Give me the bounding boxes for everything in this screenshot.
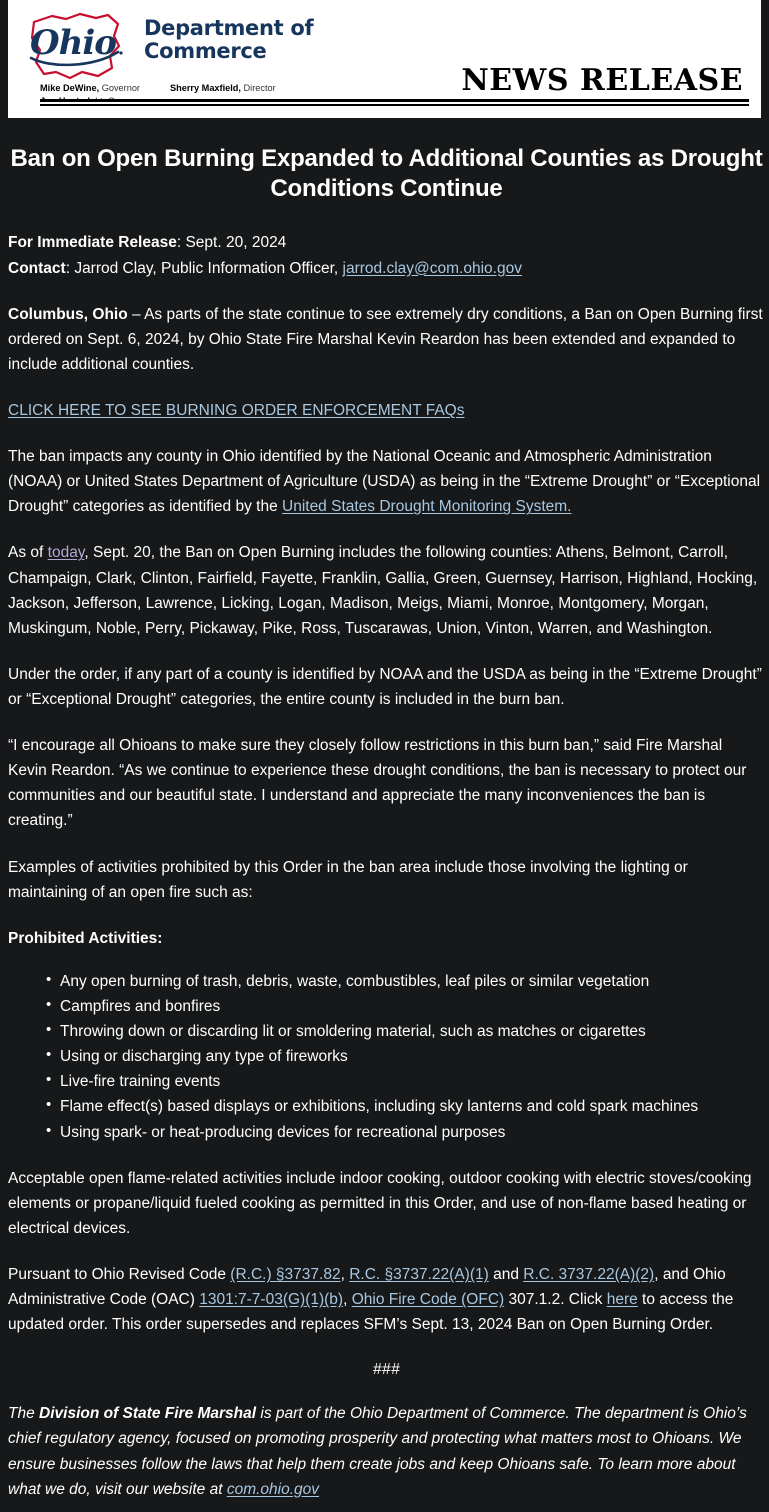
- dateline: Columbus, Ohio: [8, 305, 128, 323]
- ban-impacts-text: The ban impacts any county in Ohio identified by the National Oceanic and Atmospheric Administration (NOAA) or United States Department of Agriculture (USDA) as being in the “Extreme Drought” or “Exceptional Drought” categories as identified by the: [8, 448, 761, 516]
- under-order-paragraph: Under the order, if any part of a county is identified by NOAA and the USDA as being in the “Extreme Drought” or “Exceptional Drought” categories, the entire county is included in the burn ban.: [8, 665, 762, 708]
- list-item: • Flame effect(s) based displays or exhibitions, including sky lanterns and cold spark machines: [60, 1094, 765, 1119]
- prohibited-activities-heading: [8, 926, 765, 951]
- department-name-line2: Commerce: [144, 38, 267, 63]
- header-divider-rule: [40, 99, 749, 106]
- here-link[interactable]: here: [606, 1291, 638, 1309]
- list-item: • Campfires and bonfires: [60, 994, 765, 1019]
- contact-email-link[interactable]: jarrod.clay@com.ohio.gov: [342, 259, 522, 277]
- counties-paragraph: [8, 540, 765, 640]
- lede-text: – As parts of the state continue to see extremely dry conditions, a Ban on Open Burning first ordered on Sept. 6, 2024, by Ohio State Fire Marshal Kevin Reardon has been extended and expanded to include additional counties.: [8, 305, 763, 373]
- citation-sep-2: and: [488, 1265, 524, 1283]
- contact-line: [8, 256, 765, 281]
- citation-sep-5: 307.1.2. Click: [504, 1291, 607, 1309]
- counties-list-text: , Sept. 20, the Ban on Open Burning includes the following counties: Athens, Belmont, Carroll, Champaign, Clark, Clinton, Fairfield, Fayette, Franklin, Gallia, Green, Guernsey, Harrison, Highland, Hocking, Jackson, Jefferson, Lawrence, Licking, Logan, Madison, Meigs, Miami, Monroe, Montgomery, Morgan, Muskingum, Noble, Perry, Pickaway, Pike, Ross, Tuscarawas, Union, Vinton, Warren, and Washington.: [8, 544, 758, 637]
- prohibited-activities-label: Prohibited Activities:: [8, 929, 163, 947]
- director-title: Director: [240, 83, 276, 93]
- faq-link-paragraph: [8, 398, 765, 423]
- contact-label: Contact: [8, 259, 66, 277]
- website-link[interactable]: com.ohio.gov: [226, 1480, 320, 1498]
- boilerplate-text: is part of the Ohio Department of Commerce. The department is Ohio’s chief regulatory agency, focused on promoting prosperity and protecting what matters most to Ohioans. We ensure businesses follow the laws that help them create jobs and keep Ohioans safe. To learn more about what we do, visit our website at: [8, 1405, 747, 1498]
- list-item: • Using spark- or heat-producing devices for recreational purposes: [60, 1120, 765, 1145]
- citation-sep-1: ,: [340, 1265, 350, 1283]
- prohibited-activities-list: [8, 969, 765, 1145]
- letterhead-inner: [22, 6, 755, 118]
- list-item: • Any open burning of trash, debris, waste, combustibles, leaf piles or similar vegetation: [60, 969, 765, 994]
- release-meta: [8, 230, 765, 280]
- for-immediate-release-line: [8, 230, 765, 255]
- governor-title: Governor: [99, 83, 140, 93]
- list-item: • Live-fire training events: [60, 1069, 765, 1094]
- pursuant-prefix: Pursuant to Ohio Revised Code: [8, 1265, 231, 1283]
- legal-citations-paragraph: [8, 1262, 765, 1337]
- rule-thin: [40, 104, 749, 106]
- today-link[interactable]: today: [47, 544, 85, 562]
- release-label: For Immediate Release: [8, 234, 177, 252]
- rc-3737-22-a1-link[interactable]: R.C. §3737.22(A)(1): [349, 1265, 489, 1283]
- press-release-body: [0, 144, 769, 1502]
- ohio-logo-icon: [22, 6, 134, 84]
- citation-suffix: to access the updated order. This order supersedes and replaces SFM’s Sept. 13, 2024 Ban on Open Burning Order.: [8, 1291, 734, 1334]
- end-marker: ###: [372, 1361, 401, 1379]
- svg-text:Ohio: Ohio: [30, 23, 116, 63]
- division-name: Division of State Fire Marshal: [39, 1405, 257, 1423]
- rc-3737-22-a2-link[interactable]: R.C. 3737.22(A)(2): [523, 1265, 655, 1283]
- rc-3737-82-link[interactable]: (R.C.) §3737.82: [230, 1265, 341, 1283]
- ohio-fire-code-link[interactable]: Ohio Fire Code (OFC): [351, 1291, 505, 1309]
- department-name-line1: Department of: [144, 16, 314, 40]
- release-date: : Sept. 20, 2024: [176, 234, 287, 252]
- news-release-wordmark: NEWS RELEASE: [461, 63, 743, 98]
- counties-prefix: As of: [8, 544, 48, 562]
- oac-1301-link[interactable]: 1301:7-7-03(G)(1)(b): [199, 1291, 344, 1309]
- drought-monitor-link[interactable]: United States Drought Monitoring System.: [282, 498, 572, 516]
- director-name: Sherry Maxfield,: [170, 83, 241, 93]
- contact-text: : Jarrod Clay, Public Information Officer,: [65, 259, 343, 277]
- faq-link[interactable]: CLICK HERE TO SEE BURNING ORDER ENFORCEMENT FAQs: [8, 402, 465, 420]
- citation-sep-3: , and Ohio Administrative Code (OAC): [8, 1265, 726, 1309]
- fire-marshal-quote-paragraph: “I encourage all Ohioans to make sure they closely follow restrictions in this burn ban,” said Fire Marshal Kevin Reardon. “As we continue to experience these drought conditions, the ban is necessary to protect our communities and our beautiful state. I understand and appreciate the many inconveniences the ban is creating.”: [8, 737, 747, 830]
- examples-intro-paragraph: Examples of activities prohibited by this Order in the ban area include those involving the lighting or maintaining of an open fire such as:: [8, 858, 688, 901]
- letterhead-banner: [8, 0, 761, 118]
- lede-paragraph: [8, 302, 765, 377]
- boilerplate-paragraph: [8, 1401, 765, 1501]
- acceptable-activities-paragraph: Acceptable open flame-related activities include indoor cooking, outdoor cooking with electric stoves/cooking elements or propane/liquid fueled cooking as permitted in this Order, and use of non-flame based heating or electrical devices.: [8, 1169, 752, 1237]
- list-item: • Using or discharging any type of fireworks: [60, 1044, 765, 1069]
- boilerplate-prefix: The: [8, 1405, 40, 1423]
- governor-name: Mike DeWine,: [40, 83, 100, 93]
- citation-sep-4: ,: [343, 1291, 352, 1309]
- list-item: • Throwing down or discarding lit or smoldering material, such as matches or cigarettes: [60, 1019, 765, 1044]
- department-name: [144, 17, 313, 62]
- page-title: Ban on Open Burning Expanded to Additional Counties as Drought Conditions Continue: [10, 145, 763, 203]
- ban-impacts-paragraph: [8, 444, 765, 519]
